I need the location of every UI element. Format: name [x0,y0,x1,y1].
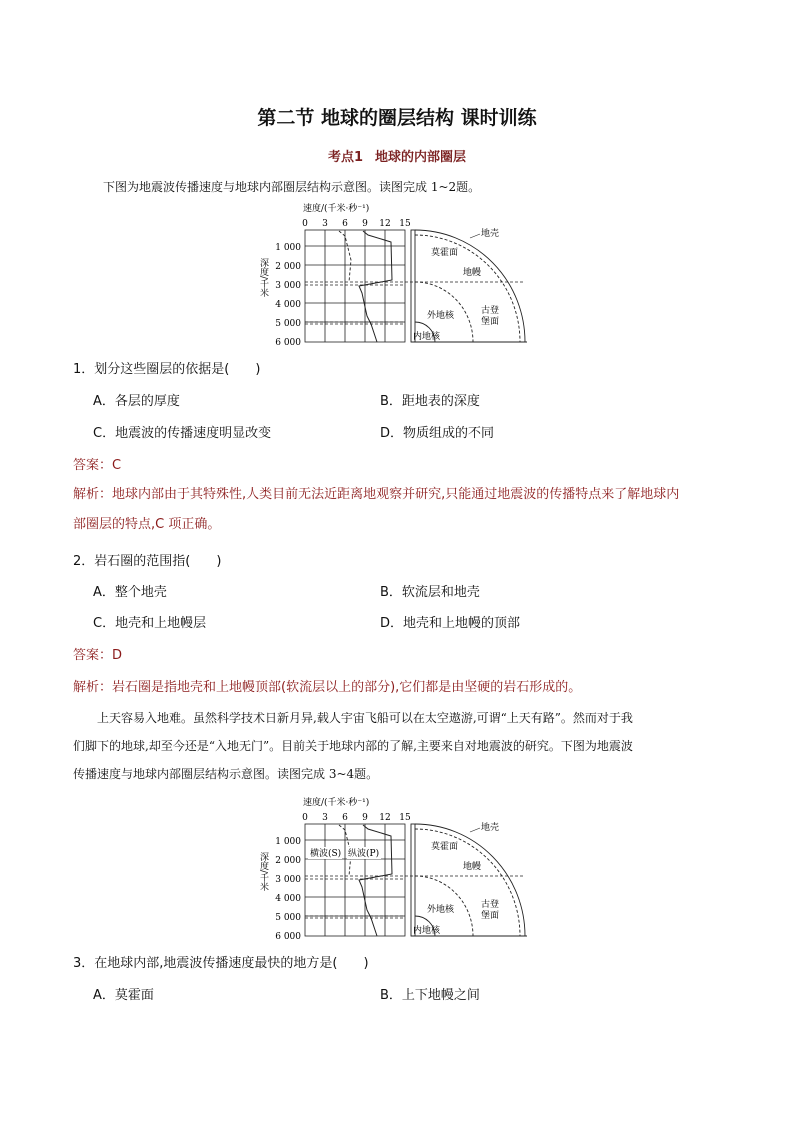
y-tick: 5 000 [275,319,301,329]
crust-label: 地壳 [481,229,500,239]
q2-option-d: D．地壳和上地幔的顶部 [380,616,521,631]
q3-option-b: B．上下地幔之间 [380,988,480,1003]
q2-answer: 答案：D [73,648,123,663]
y-tick: 4 000 [275,894,301,904]
section-heading [0,146,794,165]
depth-axis-label: 深度/千米 [258,852,268,892]
x-tick: 12 [379,219,391,229]
q1-explanation [73,480,733,540]
earth-quarter-diagram [411,824,527,936]
speed-axis-label: 速度/(千米·秒⁻¹) [303,798,370,808]
x-tick: 0 [302,813,308,823]
mantle-label: 地幔 [463,268,482,278]
q1-explanation-line-2: 部圈层的特点,C 项正确。 [73,517,221,532]
gutenberg-label: 古登 [481,306,500,316]
y-tick: 2 000 [275,262,301,272]
inner-core-label: 内地核 [413,926,441,936]
q1-option-d: D．物质组成的不同 [380,426,495,441]
y-tick: 4 000 [275,300,301,310]
y-tick: 6 000 [275,932,301,942]
p-wave-curve [359,231,392,342]
question-3-stem: 3．在地球内部,地震波传播速度最快的地方是( ) [73,956,369,971]
crust-label: 地壳 [481,823,500,833]
q2-option-b: B．软流层和地壳 [380,585,480,600]
x-tick: 3 [322,219,328,229]
depth-axis-label: 深度/千米 [258,258,268,298]
seismic-figure-2 [255,792,545,944]
s-wave-label: 横波(S) [310,849,342,859]
q2-explanation: 解析：岩石圈是指地壳和上地幔顶部(软流层以上的部分),它们都是由坚硬的岩石形成的。 [73,680,582,695]
grid [305,230,405,342]
y-tick: 3 000 [275,281,301,291]
x-tick: 9 [362,813,368,823]
intro-text-1: 下图为地震波传播速度与地球内部圈层结构示意图。读图完成 1~2题。 [103,180,481,194]
gutenberg-label: 古登 [481,900,500,910]
passage-line-1: 上天容易入地难。虽然科学技术日新月异,载人宇宙飞船可以在太空遨游,可谓“上天有路”。然而对于我 [97,711,633,725]
x-tick: 6 [342,813,348,823]
y-tick: 1 000 [275,243,301,253]
seismic-figure-1 [255,198,545,350]
outer-core-label: 外地核 [427,905,455,915]
question-2-stem: 2．岩石圈的范围指( ) [73,554,222,569]
earth-quarter-diagram [411,230,527,342]
section-name: 地球的内部圈层 [375,150,467,165]
passage-line-3: 传播速度与地球内部圈层结构示意图。读图完成 3~4题。 [73,767,379,781]
q2-option-c: C．地壳和上地幔层 [93,616,207,631]
passage-line-2: 们脚下的地球,却至今还是“入地无门”。目前关于地球内部的了解,主要来自对地震波的研究。下图为地震波 [73,739,633,753]
grid [305,824,405,936]
x-tick: 0 [302,219,308,229]
moho-label: 莫霍面 [431,248,459,258]
page-title: 第二节 地球的圈层结构 课时训练 [257,107,537,129]
x-tick: 3 [322,813,328,823]
outer-core-label: 外地核 [427,311,455,321]
x-tick: 9 [362,219,368,229]
y-tick: 6 000 [275,338,301,348]
section-number: 考点1 [327,150,364,165]
p-wave-label: 纵波(P) [348,849,380,859]
x-tick: 15 [399,813,411,823]
gutenberg-label-2: 堡面 [481,317,500,327]
inner-core-label: 内地核 [413,332,441,342]
question-1-stem: 1．划分这些圈层的依据是( ) [73,362,261,377]
y-tick: 1 000 [275,837,301,847]
q1-option-b: B．距地表的深度 [380,394,480,409]
x-tick: 15 [399,219,411,229]
y-tick: 5 000 [275,913,301,923]
q3-option-a: A．莫霍面 [93,988,154,1003]
q1-explanation-line-1: 解析：地球内部由于其特殊性,人类目前无法近距离地观察并研究,只能通过地震波的传播特点来了解地球内 [73,487,680,502]
y-tick: 3 000 [275,875,301,885]
gutenberg-label-2: 堡面 [481,911,500,921]
q1-answer: 答案：C [73,458,122,473]
speed-axis-label: 速度/(千米·秒⁻¹) [303,204,370,214]
q1-option-c: C．地震波的传播速度明显改变 [93,426,272,441]
p-wave-curve [359,825,392,936]
x-tick: 6 [342,219,348,229]
x-tick: 12 [379,813,391,823]
q1-option-a: A．各层的厚度 [93,394,180,409]
reading-passage [73,704,733,788]
y-tick: 2 000 [275,856,301,866]
moho-label: 莫霍面 [431,842,459,852]
mantle-label: 地幔 [463,862,482,872]
q2-option-a: A．整个地壳 [93,585,167,600]
